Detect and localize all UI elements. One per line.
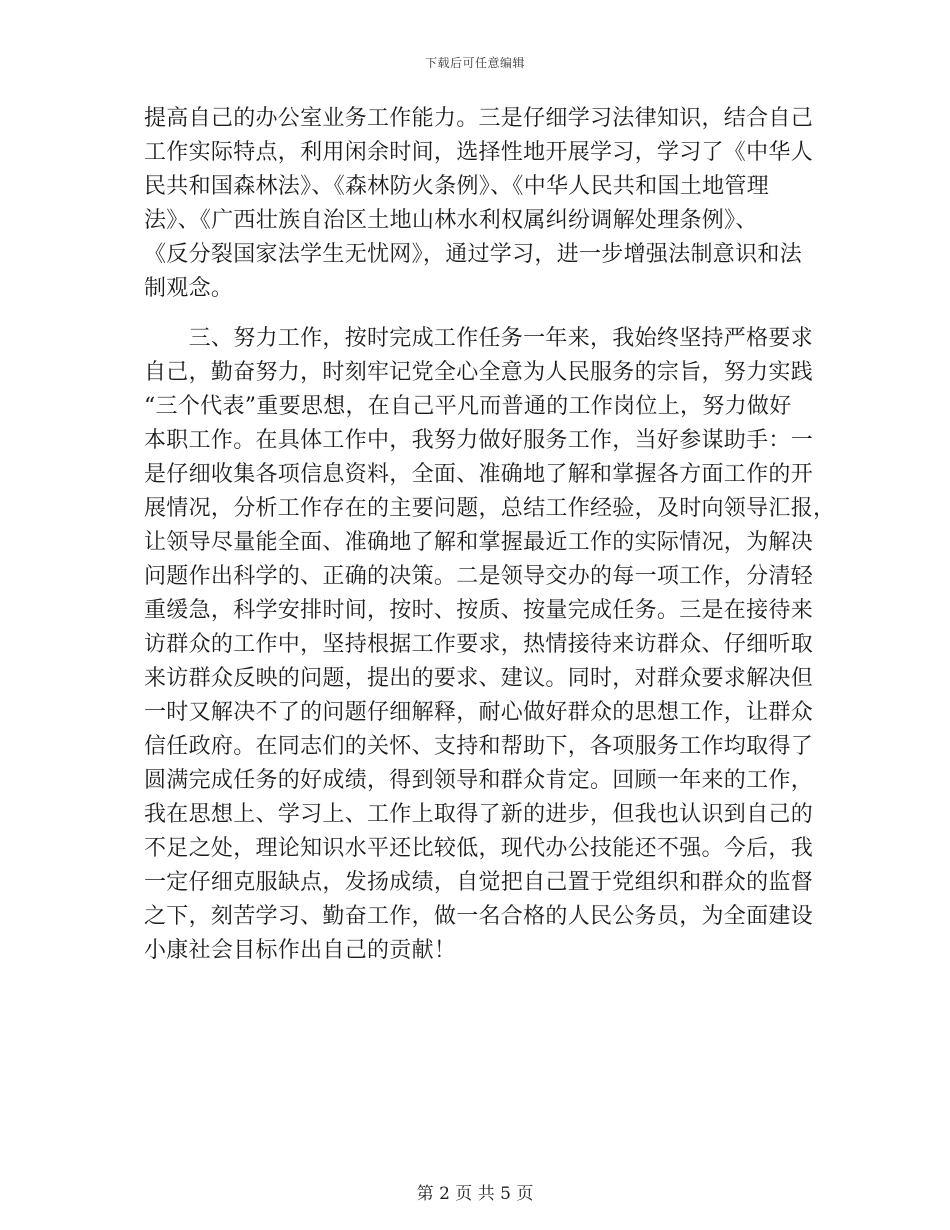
text-line: 之下，刻苦学习、勤奋工作，做一名合格的人民公务员，为全面建设 [144, 904, 814, 929]
text-line: 访群众的工作中，坚持根据工作要求，热情接待来访群众、仔细听取 [144, 632, 814, 657]
text-line: 展情况，分析工作存在的主要问题，总结工作经验，及时向领导汇报， [144, 496, 836, 521]
text-line: 重缓急，科学安排时间，按时、按质、按量完成任务。三是在接待来 [144, 598, 814, 623]
text-line: 本职工作。在具体工作中，我努力做好服务工作，当好参谋助手：一 [144, 428, 814, 453]
text-line: 一时又解决不了的问题仔细解释，耐心做好群众的思想工作，让群众 [144, 700, 814, 725]
text-line: 民共和国森林法》、《森林防火条例》、《中华人民共和国土地管理 [144, 174, 770, 199]
text-line: 自己，勤奋努力，时刻牢记党全心全意为人民服务的宗旨，努力实践 [144, 360, 814, 385]
text-line: 法》、《广西壮族自治区土地山林水利权属纠纷调解处理条例》、 [144, 208, 758, 233]
text-line: 《反分裂国家法学生无忧网》，通过学习，进一步增强法制意识和法 [144, 242, 803, 267]
text-line: 让领导尽量能全面、准确地了解和掌握最近工作的实际情况，为解决 [144, 530, 814, 555]
text-line: 制观念。 [144, 276, 234, 301]
text-line: 提高自己的办公室业务工作能力。三是仔细学习法律知识，结合自己 [144, 106, 814, 131]
text-line: 我在思想上、学习上、工作上取得了新的进步，但我也认识到自己的 [144, 802, 814, 827]
text-line: 信任政府。在同志们的关怀、支持和帮助下，各项服务工作均取得了 [144, 734, 814, 759]
text-line: 一定仔细克服缺点，发扬成绩，自觉把自己置于党组织和群众的监督 [144, 870, 814, 895]
text-line: 圆满完成任务的好成绩，得到领导和群众肯定。回顾一年来的工作， [144, 768, 814, 793]
text-line: 问题作出科学的、正确的决策。二是领导交办的每一项工作，分清轻 [144, 564, 814, 589]
page-header: 下载后可任意编辑 [424, 56, 525, 70]
text-line: 来访群众反映的问题，提出的要求、建议。同时，对群众要求解决但 [144, 666, 814, 691]
text-line: 三、努力工作，按时完成工作任务一年来，我始终坚持严格要求 [144, 326, 814, 351]
page-number-footer: 第 2 页 共 5 页 [416, 1184, 534, 1204]
text-line: 工作实际特点，利用闲余时间，选择性地开展学习，学习了《中华人 [144, 140, 814, 165]
text-line: 是仔细收集各项信息资料，全面、准确地了解和掌握各方面工作的开 [144, 462, 814, 487]
text-line: 不足之处，理论知识水平还比较低，现代办公技能还不强。今后，我 [144, 836, 814, 861]
text-line: 小康社会目标作出自己的贡献！ [144, 938, 457, 963]
text-line: “三个代表”重要思想，在自己平凡而普通的工作岗位上，努力做好 [144, 394, 792, 419]
